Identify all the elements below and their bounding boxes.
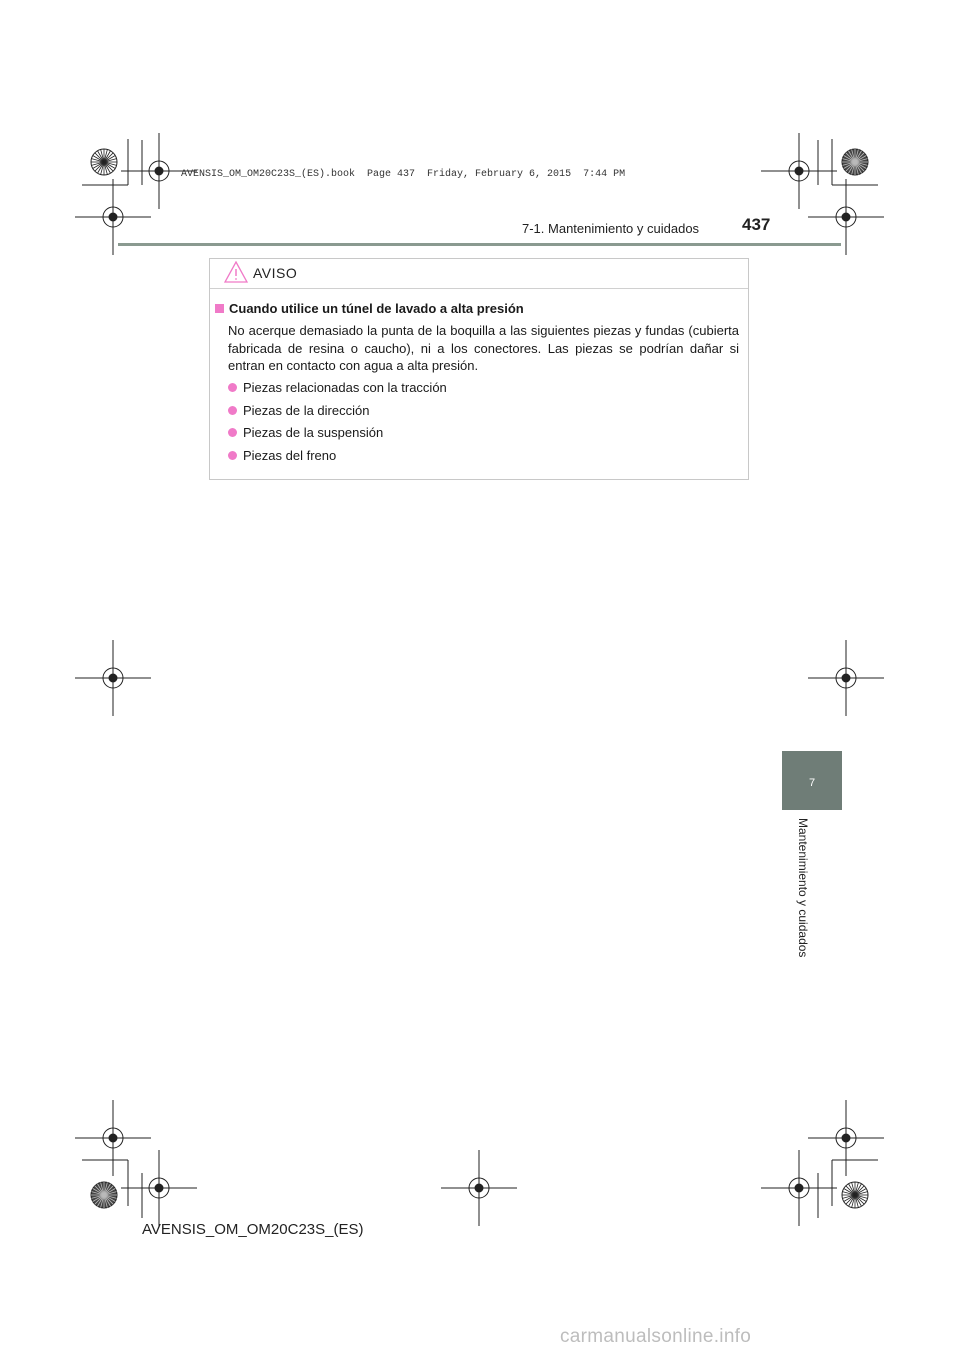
chapter-tab <box>782 751 842 810</box>
list-item-text: Piezas relacionadas con la tracción <box>243 380 447 395</box>
warning-title: AVISO <box>253 265 298 281</box>
header-rule <box>118 243 841 246</box>
crosshair-mark <box>842 674 850 682</box>
crosshair-mark <box>155 1184 163 1192</box>
crosshair-mark <box>109 1134 117 1142</box>
square-bullet-icon <box>215 304 224 313</box>
book-info-line: AVENSIS_OM_OM20C23S_(ES).book Page 437 Friday, February 6, 2015 7:44 PM <box>181 169 626 180</box>
crosshair-mark <box>109 213 117 221</box>
warning-box <box>209 258 749 480</box>
list-item-text: Piezas de la dirección <box>243 403 370 418</box>
crosshair-mark <box>795 1184 803 1192</box>
round-bullet-icon <box>228 451 237 460</box>
crosshair-mark <box>155 167 163 175</box>
page-number: 437 <box>742 215 771 234</box>
warning-paragraph: No acerque demasiado la punta de la boquilla a las siguientes piezas y fundas (cubierta fabricada de resina o caucho), ni a los conectores. Las piezas se podrían dañar si entran en contacto con agua a alta presión. <box>228 323 739 373</box>
crosshair-mark <box>795 167 803 175</box>
crosshair-mark <box>109 674 117 682</box>
list-item <box>228 403 369 418</box>
list-item <box>228 448 336 463</box>
list-item-text: Piezas de la suspensión <box>243 425 384 440</box>
crosshair-mark <box>475 1184 483 1192</box>
warning-triangle-icon <box>224 261 248 288</box>
crosshair-mark <box>842 1134 850 1142</box>
round-bullet-icon <box>228 406 237 415</box>
item-heading <box>215 301 524 316</box>
list-item <box>228 380 447 395</box>
section-title: 7-1. Mantenimiento y cuidados <box>522 221 700 236</box>
list-item <box>228 425 383 440</box>
warning-header <box>210 259 748 289</box>
watermark: carmanualsonline.info <box>560 1326 752 1347</box>
chapter-label: Mantenimiento y cuidados <box>796 818 810 958</box>
round-bullet-icon <box>228 428 237 437</box>
crosshair-mark <box>842 213 850 221</box>
footer-code: AVENSIS_OM_OM20C23S_(ES) <box>142 1221 364 1238</box>
chapter-number: 7 <box>808 777 816 789</box>
item-heading-text: Cuando utilice un túnel de lavado a alta presión <box>229 301 524 316</box>
round-bullet-icon <box>228 383 237 392</box>
list-item-text: Piezas del freno <box>243 448 337 463</box>
